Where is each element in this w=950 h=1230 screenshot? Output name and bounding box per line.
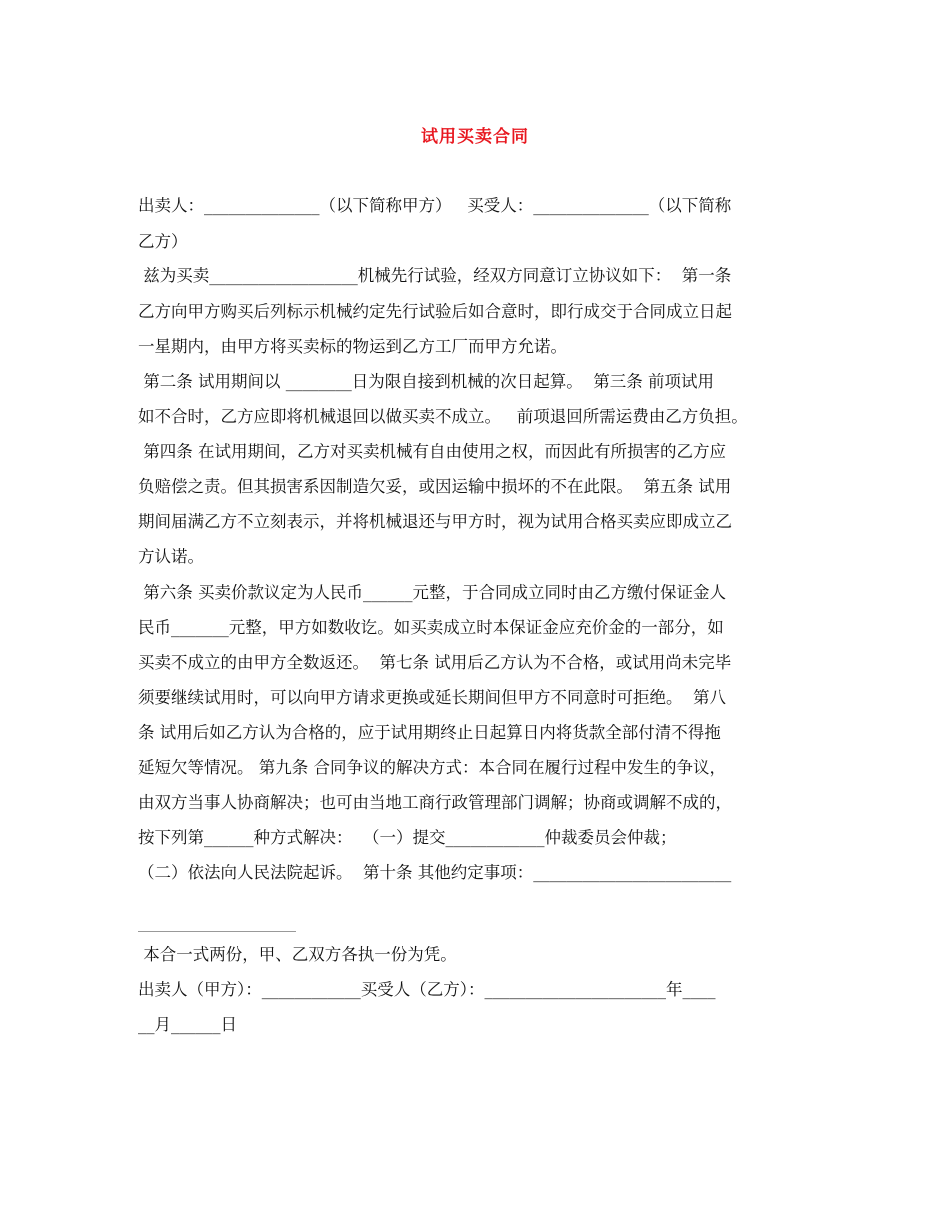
text-line: 期间届满乙方不立刻表示，并将机械退还与甲方时，视为试用合格买卖应即成立乙 <box>138 512 732 531</box>
text-line: 兹为买卖__________________机械先行试验，经双方同意订立协议如下： 第一条 <box>138 266 732 285</box>
text-line: 负赔偿之责。但其损害系因制造欠妥，或因运输中损坏的不在此限。 第五条 试用 <box>138 477 732 496</box>
text-line: 第六条 买卖价款议定为人民币______元整，于合同成立同时由乙方缴付保证金人 <box>138 583 726 602</box>
text-line: 由双方当事人协商解决；也可由当地工商行政管理部门调解；协商或调解不成的， <box>138 793 732 812</box>
text-line: 须要继续试用时，可以向甲方请求更换或延长期间但甲方不同意时可拒绝。 第八 <box>138 688 726 707</box>
signature-line: 出卖人（甲方）：____________买受人（乙方）：______________________年____ <box>138 980 716 999</box>
text-line: 按下列第______种方式解决： （一）提交____________仲裁委员会仲裁； <box>138 828 677 847</box>
text-line: 乙方向甲方购买后列标示机械约定先行试验后如合意时，即行成交于合同成立日起 <box>138 302 732 321</box>
text-line: 一星期内，由甲方将买卖标的物运到乙方工厂而甲方允诺。 <box>138 337 567 356</box>
document-title: 试用买卖合同 <box>421 127 529 147</box>
separator-line <box>138 931 296 932</box>
text-line: 买卖不成立的由甲方全数返还。 第七条 试用后乙方认为不合格，或试用尚未完毕 <box>138 653 732 672</box>
text-line: 延短欠等情况。 第九条 合同争议的解决方式：本合同在履行过程中发生的争议， <box>138 758 726 777</box>
text-line: 第四条 在试用期间，乙方对买卖机械有自由使用之权，而因此有所损害的乙方应 <box>138 442 726 461</box>
text-line: （二）依法向人民法院起诉。 第十条 其他约定事项：________________________ <box>138 863 732 882</box>
text-line: 乙方） <box>138 232 188 251</box>
text-line: 第二条 试用期间以 ________日为限自接到机械的次日起算。 第三条 前项试用 <box>138 372 714 391</box>
date-line: __月______日 <box>138 1015 237 1034</box>
text-line: 条 试用后如乙方认为合格的，应于试用期终止日起算日内将货款全部付清不得拖 <box>138 723 721 742</box>
text-line: 如不合时，乙方应即将机械退回以做买卖不成立。 前项退回所需运费由乙方负担。 <box>138 407 748 426</box>
text-line: 民币_______元整，甲方如数收讫。如买卖成立时本保证金应充价金的一部分，如 <box>138 618 724 637</box>
text-line: 本合一式两份，甲、乙双方各执一份为凭。 <box>138 945 457 964</box>
text-line: 出卖人：______________（以下简称甲方） 买受人：______________（以下简称 <box>138 196 732 215</box>
text-line: 方认诺。 <box>138 547 204 566</box>
